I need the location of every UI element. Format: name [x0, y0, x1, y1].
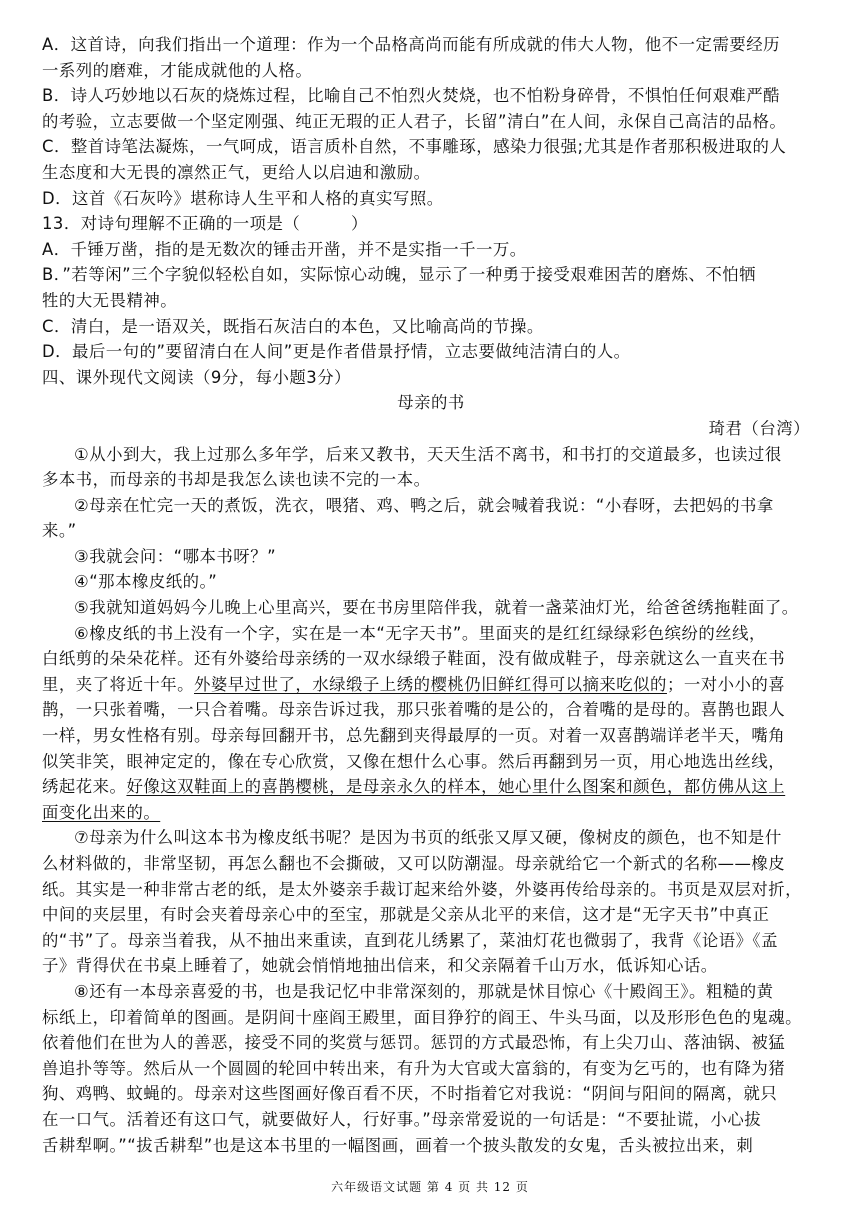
- option-d-line: D．这首《石灰吟》堪称诗人生平和人格的真实写照。: [42, 188, 444, 208]
- option-c-line-1: C．整首诗笔法凝炼，一气呵成，语言质朴自然，不事雕琢，感染力很强;尤其是作者那积极进取的人: [42, 137, 787, 157]
- page-content: [42, 32, 820, 1158]
- paragraph-8-line-4: 兽追扑等等。然后从一个圆圆的轮回中转出来，有升为大官或大富翁的，有变为乞丐的，也有降为猪: [42, 1058, 786, 1078]
- paragraph-8-line-3: 依着他们在世为人的善恶，接受不同的奖赏与惩罚。惩罚的方式最恐怖，有上尖刀山、落油锅、被猛: [42, 1033, 786, 1053]
- option-b-line-2: 的考验，立志要做一个坚定刚强、纯正无瑕的正人君子，长留”清白”在人间，永保自己高洁的品格。: [42, 111, 787, 131]
- paragraph-4: ④“那本橡皮纸的。”: [74, 572, 218, 592]
- page-footer: 六年级语文试题 第 4 页 共 12 页: [331, 1180, 529, 1194]
- paragraph-6-line-5: 一样，男女性格有别。母亲每回翻开书，总先翻到夹得最厚的一页。对着一双喜鹊端详老半天，嘴角: [42, 726, 786, 746]
- paragraph-8-line-2: 标纸上，印着简单的图画。是阴间十座阎王殿里，面目狰狞的阎王、牛头马面，以及形形色色的鬼魂。: [42, 1007, 803, 1027]
- paragraph-6-line-2: 白纸剪的朵朵花样。还有外婆给母亲绣的一双水绿缎子鞋面，没有做成鞋子，母亲就这么一直夹在书: [42, 649, 786, 669]
- paragraph-7-line-4: 中间的夹层里，有时会夹着母亲心中的至宝，那就是父亲从北平的来信，这才是“无字天书”中真正: [42, 905, 770, 925]
- paragraph-8-line-6: 在一口气。活着还有这口气，就要做好人，行好事。”母亲常爱说的一句话是：“不要扯谎，小心拔: [42, 1109, 762, 1129]
- paragraph-6-line-7: [42, 774, 820, 800]
- paragraph-5: ⑤我就知道妈妈今儿晚上心里高兴，要在书房里陪伴我，就着一盏菜油灯光，给爸爸绣拖鞋面了。: [74, 598, 799, 618]
- paragraph-2-line-2: 来。”: [42, 521, 77, 541]
- option-a-line-1: A．这首诗，向我们指出一个道理：作为一个品格高尚而能有所成就的伟大人物，他不一定需要经历: [42, 35, 781, 54]
- paragraph-8-line-1: ⑧还有一本母亲喜爱的书，也是我记忆中非常深刻的，那就是怵目惊心《十殿阎王》。粗糙的黄: [74, 981, 774, 1001]
- section-heading: 四、课外现代文阅读（9分，每小题3分）: [42, 367, 351, 387]
- option-c-line-2: 生态度和大无畏的凛然正气，更给人以启迪和激励。: [42, 162, 431, 182]
- q13-option-d: D．最后一句的”要留清白在人间”更是作者借景抒情，立志要做纯洁清白的人。: [42, 342, 631, 362]
- paragraph-7-line-2: 么材料做的，非常坚韧，再怎么翻也不会撕破，又可以防潮湿。母亲就给它一个新式的名称——橡皮: [42, 854, 786, 873]
- underlined-sentence-2: 好像这双鞋面上的喜鹊樱桃，是母亲永久的样本，她心里什么图案和颜色，都仿佛从这上: [126, 777, 786, 797]
- paragraph-6-line-3: [42, 672, 820, 698]
- paragraph-6-text: ；一对小小的喜: [666, 674, 786, 694]
- option-a-line-2: 一系列的磨难，才能成就他的人格。: [42, 60, 313, 80]
- paragraph-2-line-1: ②母亲在忙完一天的煮饭，洗衣，喂猪、鸡、鸭之后，就会喊着我说：“小春呀，去把妈的书拿: [74, 495, 774, 515]
- paragraph-1-line-2: 多本书，而母亲的书却是我怎么读也读不完的一本。: [42, 470, 431, 490]
- paragraph-8-line-7: 舌耕犁啊。”“拔舌耕犁”也是这本书里的一幅图画，画着一个披头散发的女鬼，舌头被拉出来，刺: [42, 1135, 754, 1155]
- q13-option-b-line-1: B．”若等闲”三个字貌似轻松自如，实际惊心动魄，显示了一种勇于接受艰难困苦的磨炼、不怕牺: [42, 265, 757, 285]
- paragraph-3: ③我就会问：“哪本书呀？”: [74, 546, 277, 566]
- question-13: 13．对诗句理解不正确的一项是（ ）: [42, 214, 368, 234]
- paragraph-6-text: 绣起花来。: [42, 777, 127, 797]
- paragraph-6-line-4: 鹊，一只张着嘴，一只合着嘴。母亲告诉过我，那只张着嘴的是公的，合着嘴的是母的。喜鹊也跟人: [42, 700, 786, 720]
- paragraph-7-line-6: 子》背得伏在书桌上睡着了，她就会悄悄地抽出信来，和父亲隔着千山万水，低诉知心话。: [42, 956, 718, 976]
- paragraph-7-line-1: ⑦母亲为什么叫这本书为橡皮纸书呢？是因为书页的纸张又厚又硬，像树皮的颜色，也不知是什: [74, 828, 782, 848]
- q13-option-b-line-2: 牲的大无畏精神。: [42, 290, 178, 310]
- paragraph-6-line-1: ⑥橡皮纸的书上没有一个字，实在是一本“无字天书”。里面夹的是红红绿绿彩色缤纷的丝线，: [74, 623, 766, 643]
- paragraph-1-line-1: ①从小到大，我上过那么多年学，后来又教书，天天生活不离书，和书打的交道最多，也读过很: [74, 444, 782, 464]
- paragraph-6-text: 里，夹了将近十年。: [42, 674, 195, 694]
- option-b-line-1: B．诗人巧妙地以石灰的烧炼过程，比喻自己不怕烈火焚烧，也不怕粉身碎骨，不惧怕任何艰难严酷: [42, 86, 781, 106]
- paragraph-7-line-3: 纸。其实是一种非常古老的纸，是太外婆亲手裁订起来给外婆，外婆再传给母亲的。书页是双层对折，: [42, 879, 803, 899]
- underlined-sentence-1: 外婆早过世了，水绿缎子上绣的樱桃仍旧鲜红得可以摘来吃似的: [194, 674, 667, 694]
- paragraph-6-line-8: [42, 800, 820, 826]
- q13-option-a: A．千锤万凿，指的是无数次的锤击开凿，并不是实指一千一万。: [42, 239, 527, 259]
- underlined-sentence-2-end: 面变化出来的。: [42, 802, 161, 822]
- paragraph-6-line-6: 似笑非笑，眼神定定的，像在专心欣赏，又像在想什么心事。然后再翻到另一页，用心地选出丝线，: [42, 751, 786, 771]
- paragraph-8-line-5: 狗、鸡鸭、蚊蝇的。母亲对这些图画好像百看不厌，不时指着它对我说：“阴间与阳间的隔离，就只: [42, 1084, 778, 1104]
- paragraph-7-line-5: 的“书”了。母亲当着我，从不抽出来重读，直到花儿绣累了，菜油灯花也微弱了，我背《论语》《孟: [42, 930, 779, 950]
- article-author: 琦君（台湾）: [708, 418, 810, 438]
- q13-option-c: C．清白，是一语双关，既指石灰洁白的本色，又比喻高尚的节操。: [42, 316, 544, 336]
- article-title: 母亲的书: [397, 393, 465, 413]
